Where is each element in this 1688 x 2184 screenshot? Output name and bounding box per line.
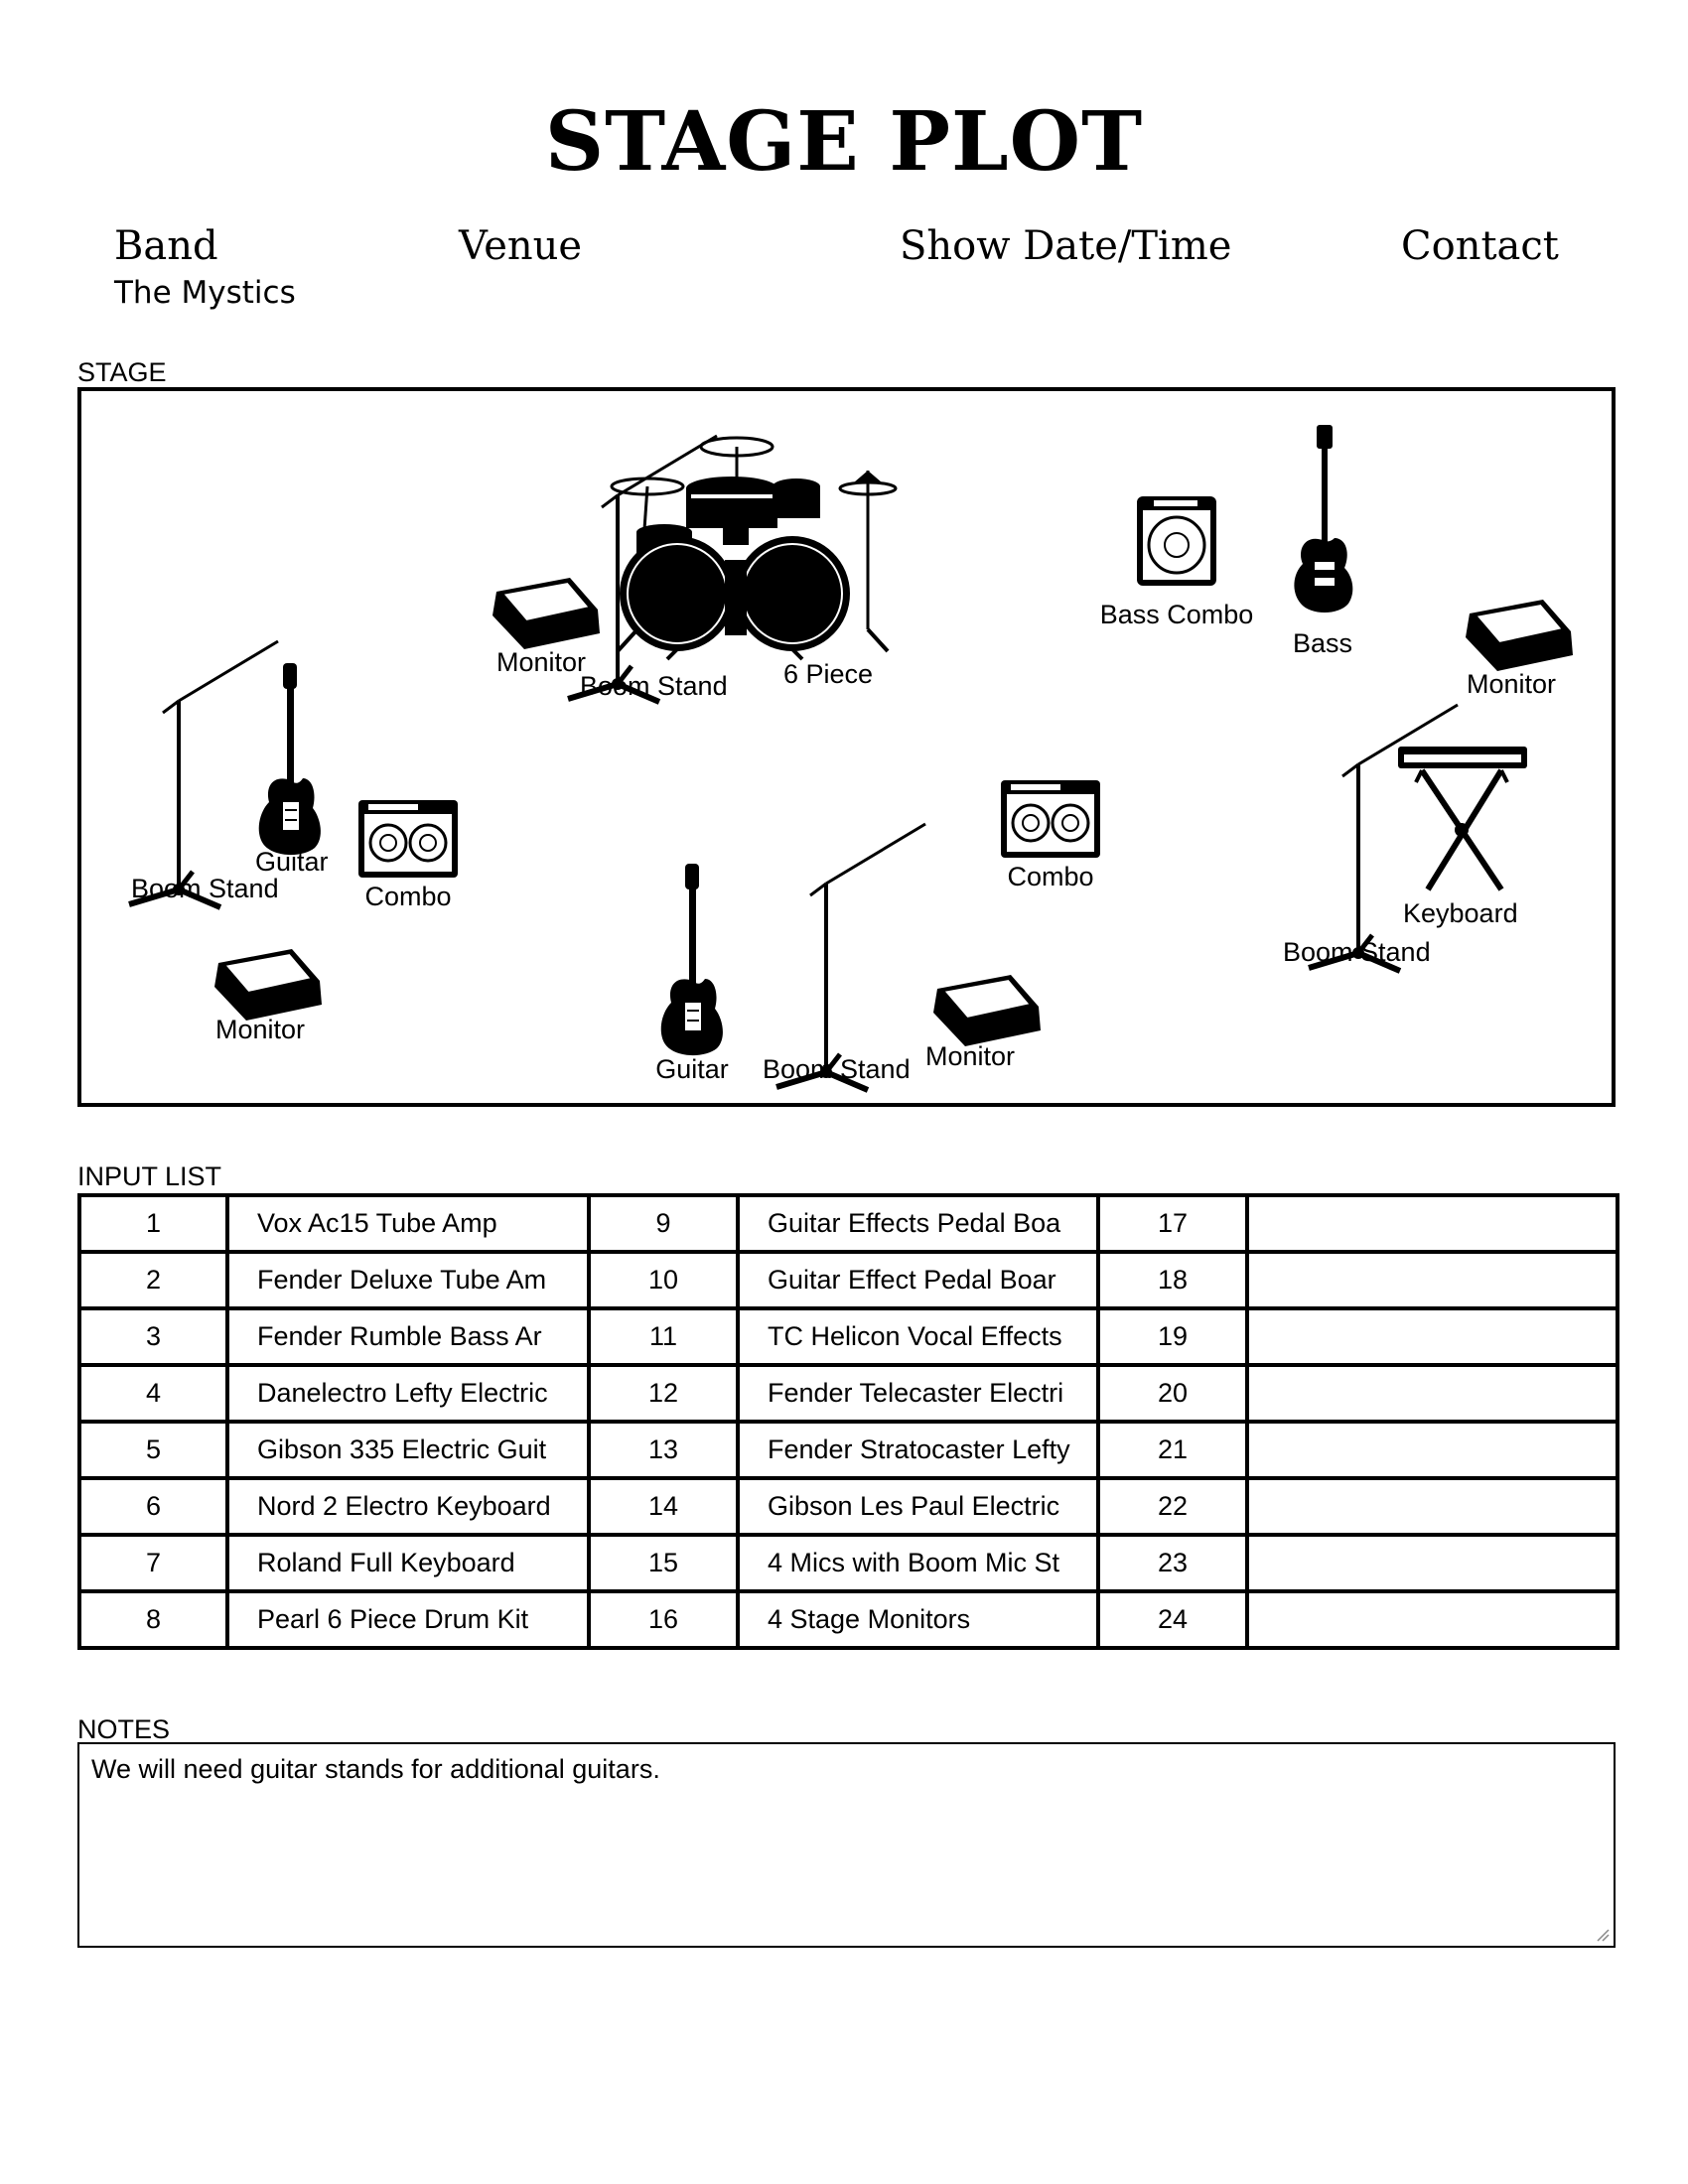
stage-label-monitor-left-bottom: Monitor [214, 1015, 306, 1044]
input-number: 24 [1098, 1591, 1247, 1648]
boom-stand-center-bottom[interactable] [776, 824, 925, 1090]
input-description[interactable] [1247, 1591, 1618, 1648]
resize-handle-icon[interactable] [1596, 1928, 1610, 1942]
stage-label-guitar-left: Guitar [255, 847, 329, 877]
stage-label-combo-center: Combo [1007, 862, 1094, 891]
input-number: 12 [589, 1365, 738, 1422]
combo-amp-center[interactable] [1001, 780, 1100, 858]
bass-combo-amp[interactable] [1137, 496, 1216, 586]
guitar-left[interactable] [259, 663, 321, 855]
input-number: 23 [1098, 1535, 1247, 1591]
input-number: 5 [79, 1422, 227, 1478]
stage-label-bass: Bass [1292, 628, 1353, 658]
input-description[interactable]: Fender Deluxe Tube Am [227, 1252, 589, 1308]
show-date-label: Show Date/Time [900, 223, 1232, 269]
input-description[interactable]: Vox Ac15 Tube Amp [227, 1195, 589, 1252]
input-list-table [77, 1193, 1619, 1650]
stage-label-boom-stand-top: Boom Stand [580, 671, 728, 701]
input-description[interactable]: Fender Rumble Bass Ar [227, 1308, 589, 1365]
input-description[interactable]: Nord 2 Electro Keyboard [227, 1478, 589, 1535]
input-list-section-label: INPUT LIST [77, 1161, 222, 1191]
input-description[interactable] [1247, 1195, 1618, 1252]
input-number: 3 [79, 1308, 227, 1365]
keyboard[interactable] [1398, 747, 1527, 889]
boom-stand-right[interactable] [1309, 705, 1458, 971]
input-description[interactable]: Pearl 6 Piece Drum Kit [227, 1591, 589, 1648]
input-description[interactable]: TC Helicon Vocal Effects [738, 1308, 1098, 1365]
page-title: STAGE PLOT [544, 94, 1144, 190]
input-description[interactable]: Gibson Les Paul Electric [738, 1478, 1098, 1535]
input-description[interactable] [1247, 1252, 1618, 1308]
stage-area [77, 387, 1616, 1107]
input-description[interactable]: 4 Stage Monitors [738, 1591, 1098, 1648]
bass-guitar[interactable] [1294, 425, 1352, 613]
input-number: 4 [79, 1365, 227, 1422]
table-row [79, 1422, 1618, 1478]
input-number: 11 [589, 1308, 738, 1365]
table-row [79, 1365, 1618, 1422]
input-number: 14 [589, 1478, 738, 1535]
contact-label: Contact [1401, 223, 1559, 269]
input-description[interactable]: Fender Stratocaster Lefty [738, 1422, 1098, 1478]
input-description[interactable] [1247, 1422, 1618, 1478]
input-number: 15 [589, 1535, 738, 1591]
venue-label: Venue [459, 223, 583, 269]
table-row [79, 1535, 1618, 1591]
input-number: 9 [589, 1195, 738, 1252]
input-description[interactable]: Guitar Effects Pedal Boa [738, 1195, 1098, 1252]
table-row [79, 1252, 1618, 1308]
input-number: 20 [1098, 1365, 1247, 1422]
input-number: 17 [1098, 1195, 1247, 1252]
band-label: Band [114, 223, 218, 269]
stage-label-keyboard: Keyboard [1403, 898, 1518, 928]
input-number: 13 [589, 1422, 738, 1478]
input-number: 21 [1098, 1422, 1247, 1478]
combo-amp-left[interactable] [358, 800, 458, 878]
input-number: 1 [79, 1195, 227, 1252]
notes-section-label: NOTES [77, 1714, 171, 1744]
input-number: 22 [1098, 1478, 1247, 1535]
stage-label-boom-stand-center-bottom: Boom Stand [763, 1054, 911, 1084]
stage-label-monitor-right: Monitor [1466, 669, 1557, 699]
stage-diagram [81, 391, 1612, 1103]
stage-label-bass-combo: Bass Combo [1099, 600, 1254, 629]
input-description[interactable] [1247, 1365, 1618, 1422]
stage-label-monitor-center-bottom: Monitor [925, 1041, 1016, 1071]
input-number: 16 [589, 1591, 738, 1648]
table-row [79, 1478, 1618, 1535]
input-number: 19 [1098, 1308, 1247, 1365]
monitor-left-bottom[interactable] [214, 949, 322, 1021]
input-description[interactable]: Guitar Effect Pedal Boar [738, 1252, 1098, 1308]
table-row [79, 1195, 1618, 1252]
input-number: 8 [79, 1591, 227, 1648]
input-description[interactable]: Roland Full Keyboard [227, 1535, 589, 1591]
notes-textarea[interactable] [77, 1742, 1616, 1948]
input-description[interactable] [1247, 1478, 1618, 1535]
input-description[interactable]: Fender Telecaster Electri [738, 1365, 1098, 1422]
drum-kit[interactable] [612, 438, 896, 659]
stage-label-guitar-center: Guitar [655, 1054, 729, 1084]
table-row [79, 1308, 1618, 1365]
stage-label-boom-stand-left: Boom Stand [131, 874, 279, 903]
input-description[interactable]: Gibson 335 Electric Guit [227, 1422, 589, 1478]
input-number: 2 [79, 1252, 227, 1308]
stage-section-label: STAGE [77, 357, 167, 387]
input-description[interactable]: 4 Mics with Boom Mic St [738, 1535, 1098, 1591]
monitor-center-bottom[interactable] [933, 975, 1041, 1046]
stage-label-monitor-left-top: Monitor [496, 647, 587, 677]
notes-text: We will need guitar stands for additional guitars. [91, 1754, 660, 1784]
band-value[interactable]: The Mystics [114, 275, 296, 311]
input-number: 18 [1098, 1252, 1247, 1308]
input-description[interactable] [1247, 1308, 1618, 1365]
input-number: 10 [589, 1252, 738, 1308]
input-number: 6 [79, 1478, 227, 1535]
monitor-right[interactable] [1466, 600, 1573, 671]
stage-label-combo-left: Combo [364, 882, 452, 911]
input-description[interactable] [1247, 1535, 1618, 1591]
input-description[interactable]: Danelectro Lefty Electric [227, 1365, 589, 1422]
table-row [79, 1591, 1618, 1648]
input-number: 7 [79, 1535, 227, 1591]
stage-label-boom-stand-right: Boom Stand [1283, 937, 1431, 967]
monitor-left-top[interactable] [492, 578, 600, 649]
guitar-center[interactable] [661, 864, 723, 1055]
stage-label-drums: 6 Piece [782, 659, 874, 689]
